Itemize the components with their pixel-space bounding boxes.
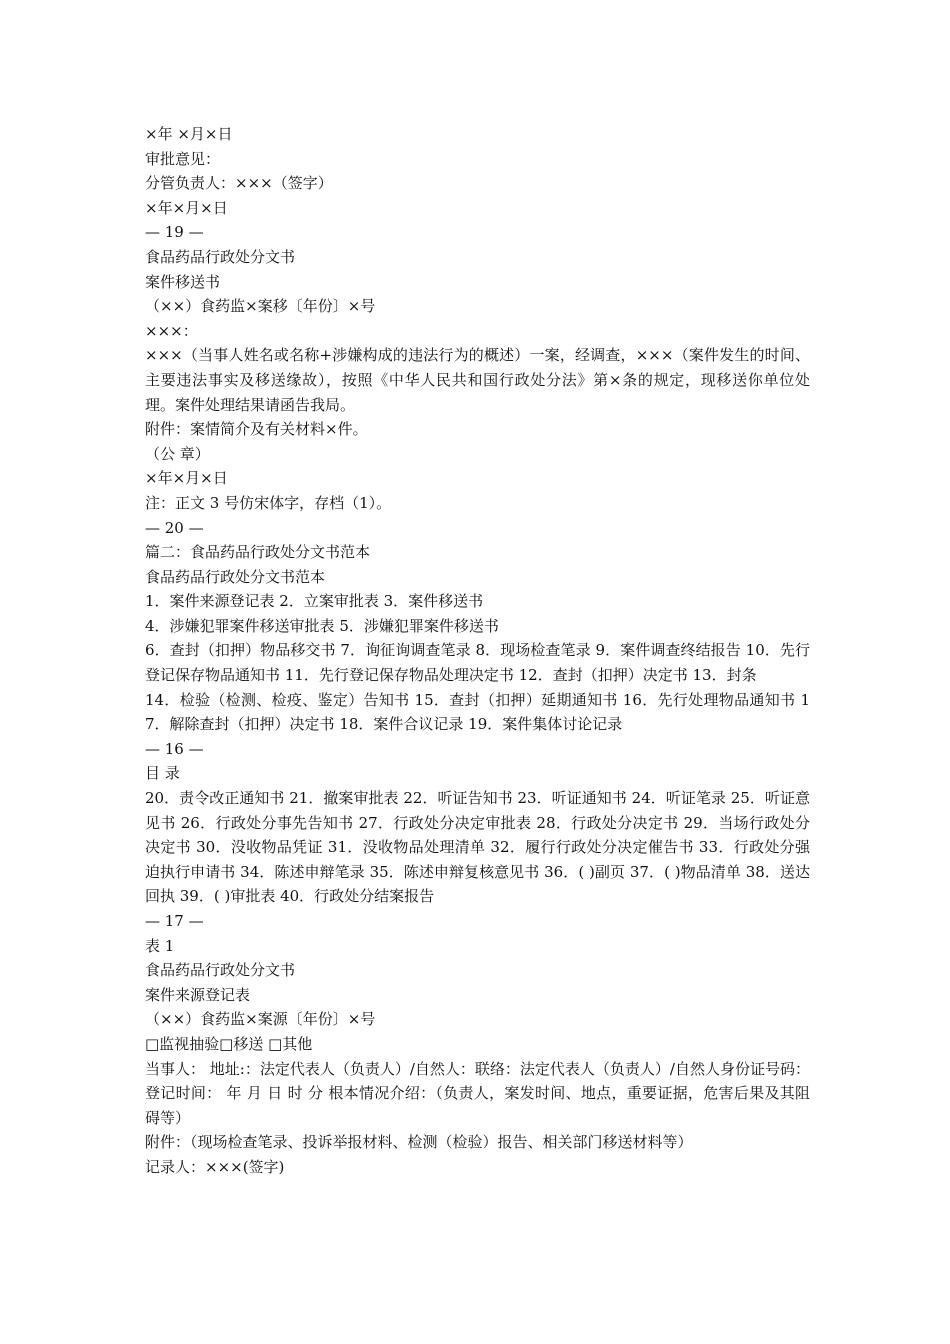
body-paragraph: ×××（当事人姓名或名称+涉嫌构成的违法行为的概述）一案，经调查，×××（案件发生的时间、主要违法事实及移送缘故），按照《中华人民共和国行政处分法》第×条的规定，现移送你单位处理。案件处理结果请函告我局。 xyxy=(145,346,810,414)
section-title: 食品药品行政处分文书 xyxy=(145,961,296,980)
date-line: ×年×月×日 xyxy=(145,198,228,217)
list-paragraph: 6．查封（扣押）物品移交书 7．询征询调查笔录 8．现场检查笔录 9．案件调查终结报告 10．先行登记保存物品通知书 11．先行登记保存物品处理决定书 12．查封（扣押）决定书 13．封条 xyxy=(145,641,810,685)
page-number: — 19 — xyxy=(145,223,204,242)
table-label: 表 1 xyxy=(145,936,175,955)
list-line: 1．案件来源登记表 2．立案审批表 3．案件移送书 xyxy=(145,592,484,611)
supervisor-signature-line: 分管负责人：×××（签字） xyxy=(145,174,333,193)
toc-paragraph: 20．责令改正通知书 21．撤案审批表 22．听证告知书 23．听证通知书 24．听证笔录 25．听证意见书 26．行政处分事先告知书 27．行政处分决定审批表 28．行政处分决定书 29．当场行政处分决定书 30．没收物品凭证 31．没收物品处理清单 32．履行行政处分决定催告书 33．行政处分强迫执行申请书 34．陈述申辩笔录 35．陈述申辩复核意见书 36．( )副页 37．( )物品清单 38．送达回执 39．( )审批表 40．行政处分结案报告 xyxy=(145,789,810,906)
attachment-line: 附件：（现场检查笔录、投诉举报材料、检测（检验）报告、相关部门移送材料等） xyxy=(145,1133,693,1152)
chapter-heading: 篇二：食品药品行政处分文书范本 xyxy=(145,543,371,562)
page-number: — 20 — xyxy=(145,518,204,537)
document-number: （××）食药监×案移〔年份〕×号 xyxy=(145,297,376,316)
document-page xyxy=(0,122,950,1180)
document-title: 案件移送书 xyxy=(145,272,221,291)
addressee-line: ×××： xyxy=(145,321,198,340)
list-line: 4．涉嫌犯罪案件移送审批表 5．涉嫌犯罪案件移送书 xyxy=(145,616,499,635)
chapter-subheading: 食品药品行政处分文书范本 xyxy=(145,567,326,586)
seal-line: （公 章） xyxy=(145,444,210,463)
attachment-line: 附件：案情简介及有关材料×件。 xyxy=(145,420,368,439)
party-info-paragraph: 当事人： 地址:：法定代表人（负责人）/自然人：联络：法定代表人（负责人）/自然人身份证号码： 登记时间： 年 月 日 时 分 根本情况介绍：（负责人，案发时间、地点，重要证据，危害后果及其阻碍等） xyxy=(145,1059,810,1127)
approval-opinion-label: 审批意见： xyxy=(145,149,221,168)
list-paragraph: 14．检验（检测、检疫、鉴定）告知书 15．查封（扣押）延期通知书 16．先行处理物品通知书 17．解除查封（扣押）决定书 18．案件合议记录 19．案件集体讨论记录 xyxy=(145,690,810,734)
document-title: 案件来源登记表 xyxy=(145,985,251,1004)
recorder-signature-line: 记录人：×××(签字) xyxy=(145,1157,285,1176)
page-number: — 17 — xyxy=(145,912,204,930)
document-number: （××）食药监×案源〔年份〕×号 xyxy=(145,1010,376,1029)
page-number: — 16 — xyxy=(145,739,204,758)
source-checkbox-line: □监视抽验□移送 □其他 xyxy=(145,1034,313,1053)
date-line: ×年×月×日 xyxy=(145,469,228,488)
section-title: 食品药品行政处分文书 xyxy=(145,247,296,266)
toc-heading: 目 录 xyxy=(145,764,180,783)
note-line: 注：正文 3 号仿宋体字，存档（1）。 xyxy=(145,493,392,512)
date-line: ×年 ×月×日 xyxy=(145,125,233,143)
